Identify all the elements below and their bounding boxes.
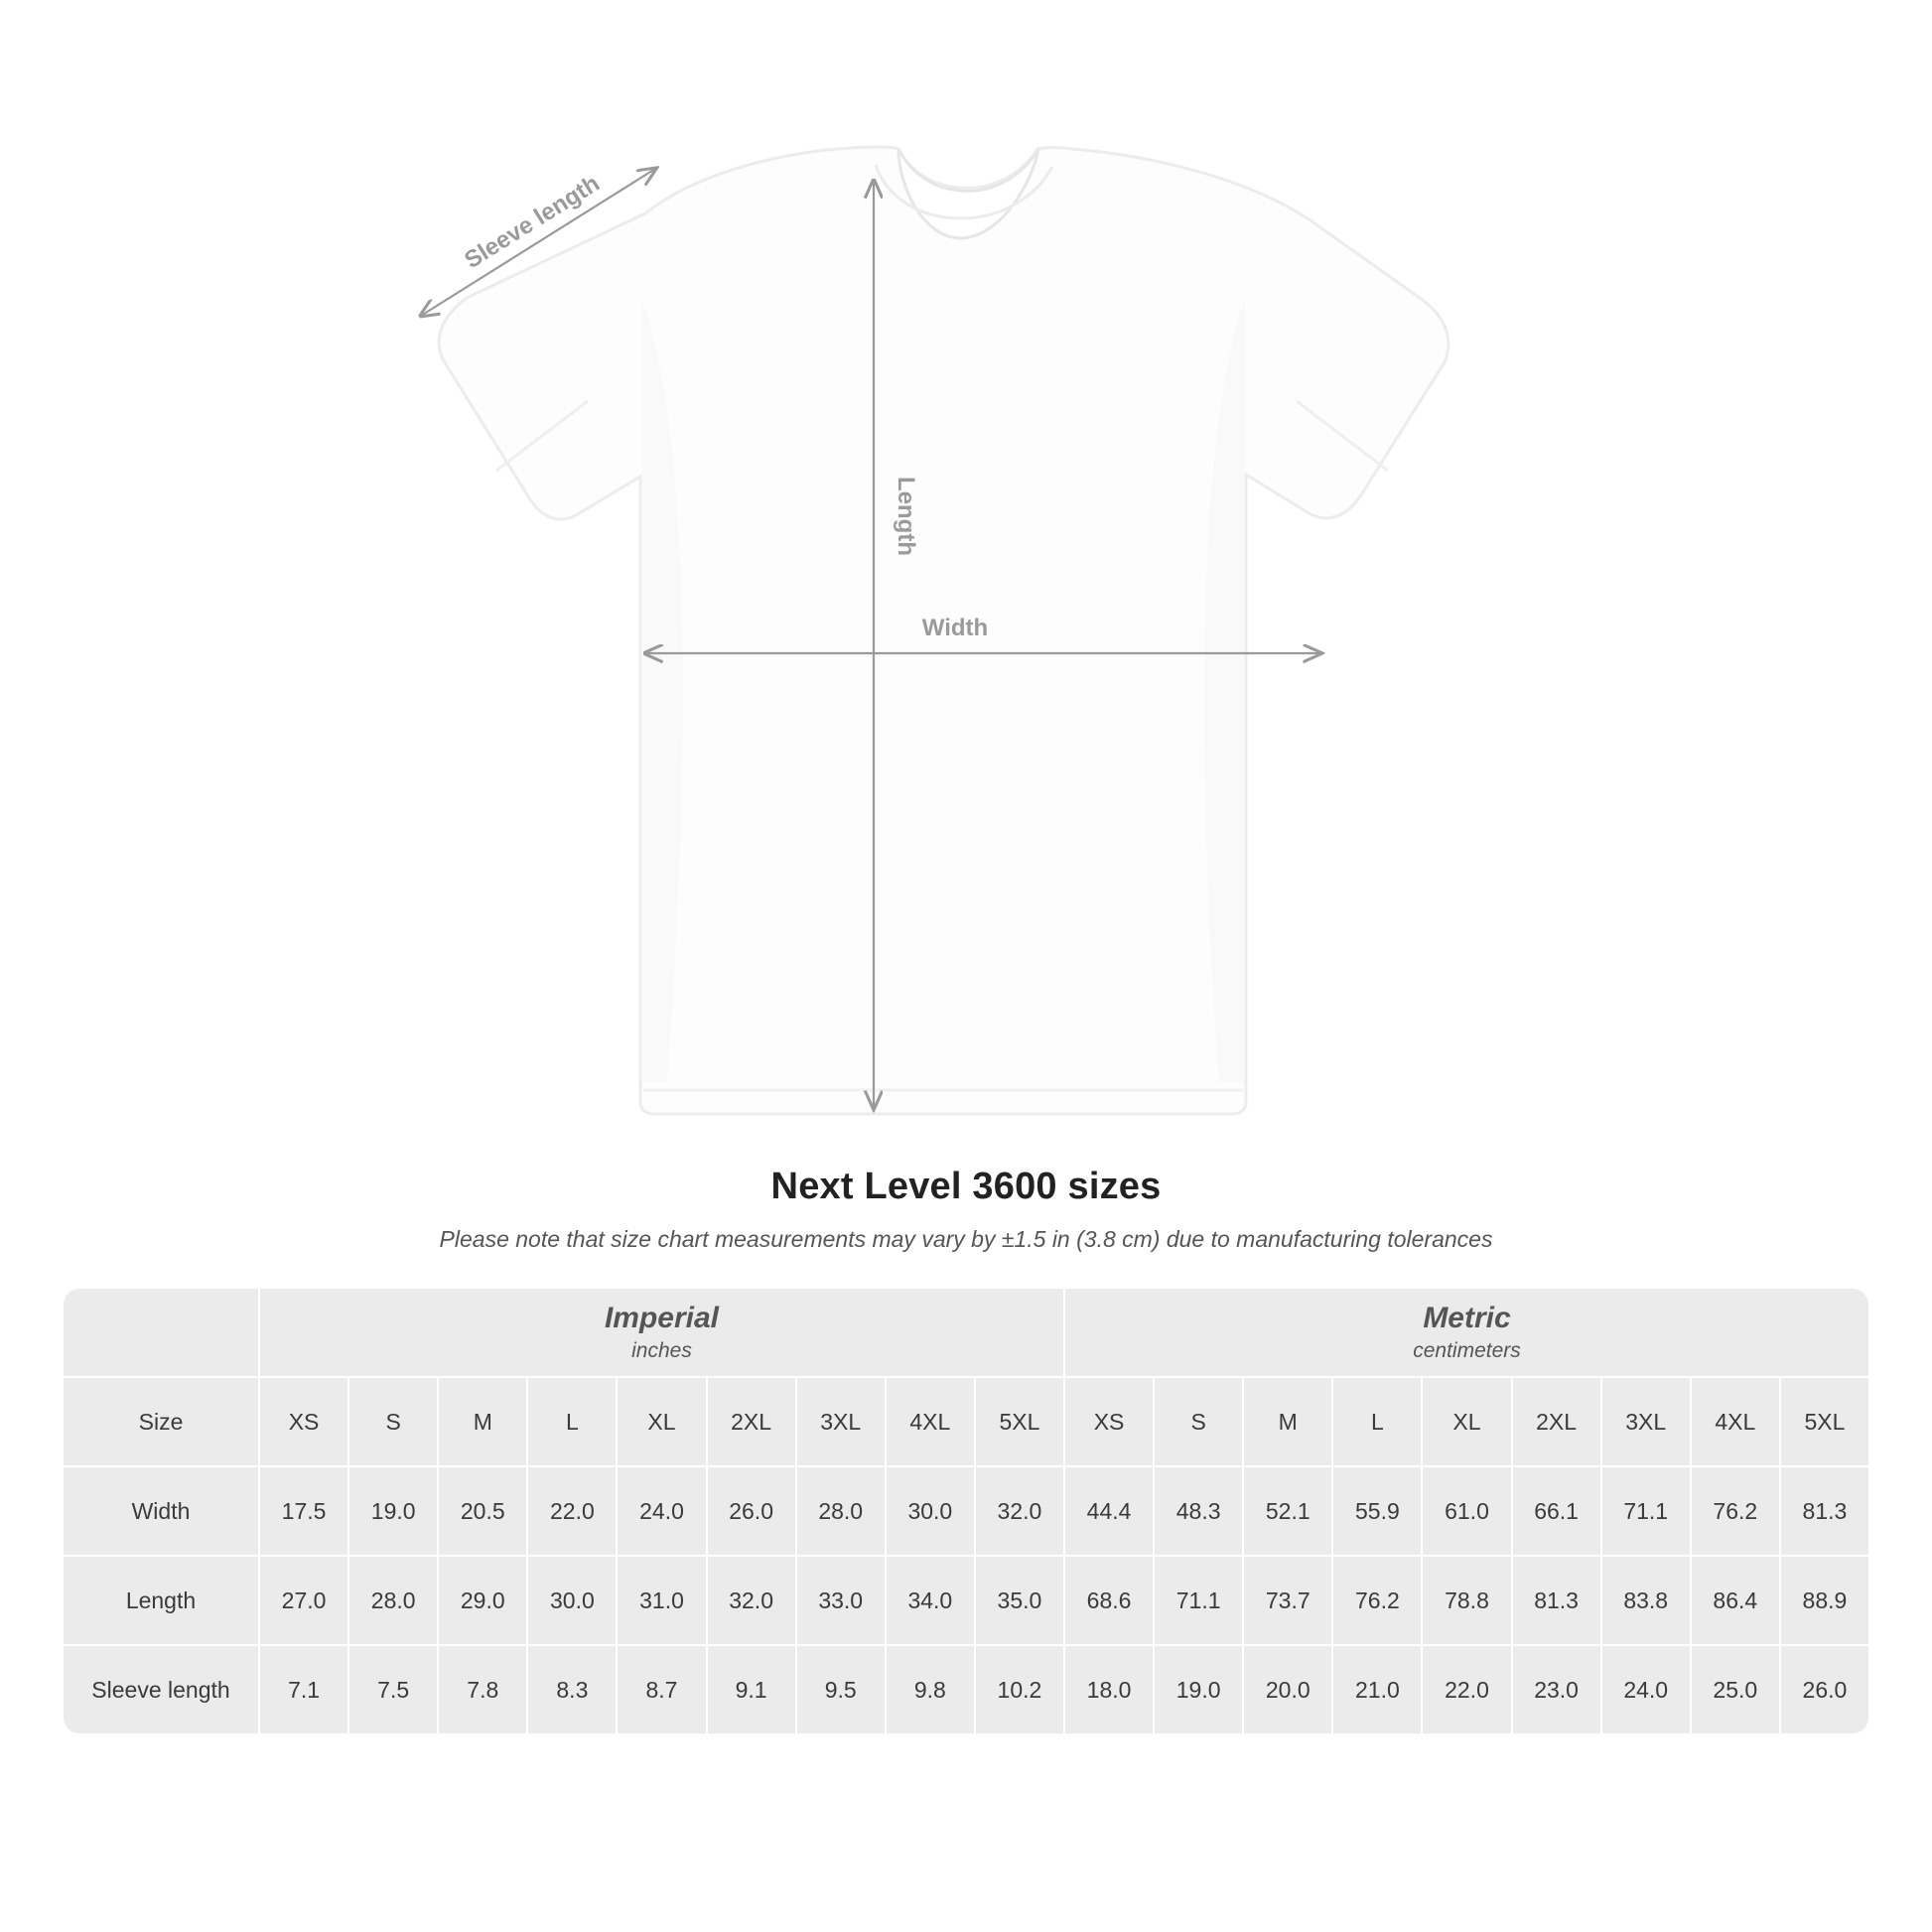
cell-width-6: 28.0 bbox=[797, 1467, 885, 1555]
unit-group-imperial bbox=[260, 1289, 1063, 1376]
cell-sleeve-3: 8.3 bbox=[528, 1646, 616, 1733]
cell-sleeve-5: 9.1 bbox=[708, 1646, 795, 1733]
cell-length-9: 68.6 bbox=[1065, 1557, 1153, 1644]
cell-length-10: 71.1 bbox=[1155, 1557, 1242, 1644]
row-label-length: Length bbox=[64, 1557, 258, 1644]
cell-width-0: 17.5 bbox=[260, 1467, 347, 1555]
cell-length-3: 30.0 bbox=[528, 1557, 616, 1644]
col-head-9: XS bbox=[1065, 1378, 1153, 1465]
col-head-14: 2XL bbox=[1513, 1378, 1600, 1465]
col-head-0: XS bbox=[260, 1378, 347, 1465]
sleeve-length-label: Sleeve length bbox=[460, 170, 605, 275]
cell-width-1: 19.0 bbox=[349, 1467, 437, 1555]
cell-width-9: 44.4 bbox=[1065, 1467, 1153, 1555]
cell-width-3: 22.0 bbox=[528, 1467, 616, 1555]
row-label-width: Width bbox=[64, 1467, 258, 1555]
cell-sleeve-16: 25.0 bbox=[1692, 1646, 1779, 1733]
cell-length-7: 34.0 bbox=[887, 1557, 974, 1644]
cell-width-15: 71.1 bbox=[1602, 1467, 1690, 1555]
col-head-12: L bbox=[1333, 1378, 1421, 1465]
tolerance-note: Please note that size chart measurements may vary by ±1.5 in (3.8 cm) due to manufacturing tolerances bbox=[439, 1226, 1493, 1252]
unit-group-metric bbox=[1065, 1289, 1868, 1376]
unit-group-imperial-sub: inches bbox=[631, 1339, 692, 1363]
col-head-2: M bbox=[439, 1378, 526, 1465]
cell-width-4: 24.0 bbox=[618, 1467, 705, 1555]
cell-width-8: 32.0 bbox=[976, 1467, 1063, 1555]
cell-sleeve-11: 20.0 bbox=[1244, 1646, 1331, 1733]
row-label-sleeve-length: Sleeve length bbox=[64, 1646, 258, 1733]
col-head-4: XL bbox=[618, 1378, 705, 1465]
cell-sleeve-10: 19.0 bbox=[1155, 1646, 1242, 1733]
cell-width-16: 76.2 bbox=[1692, 1467, 1779, 1555]
cell-length-1: 28.0 bbox=[349, 1557, 437, 1644]
unit-corner-cell bbox=[64, 1289, 258, 1376]
size-chart-table bbox=[62, 1287, 1870, 1735]
col-head-3: L bbox=[528, 1378, 616, 1465]
col-head-13: XL bbox=[1423, 1378, 1510, 1465]
cell-sleeve-14: 23.0 bbox=[1513, 1646, 1600, 1733]
cell-width-13: 61.0 bbox=[1423, 1467, 1510, 1555]
cell-sleeve-0: 7.1 bbox=[260, 1646, 347, 1733]
cell-length-2: 29.0 bbox=[439, 1557, 526, 1644]
cell-length-13: 78.8 bbox=[1423, 1557, 1510, 1644]
width-label: Width bbox=[921, 615, 989, 641]
unit-group-metric-sub: centimeters bbox=[1413, 1339, 1521, 1363]
cell-width-12: 55.9 bbox=[1333, 1467, 1421, 1555]
cell-length-6: 33.0 bbox=[797, 1557, 885, 1644]
cell-width-10: 48.3 bbox=[1155, 1467, 1242, 1555]
cell-length-12: 76.2 bbox=[1333, 1557, 1421, 1644]
cell-sleeve-15: 24.0 bbox=[1602, 1646, 1690, 1733]
cell-width-14: 66.1 bbox=[1513, 1467, 1600, 1555]
table-row bbox=[64, 1557, 1868, 1644]
title-block bbox=[0, 1166, 1932, 1253]
cell-length-17: 88.9 bbox=[1781, 1557, 1868, 1644]
page-title: Next Level 3600 sizes bbox=[770, 1166, 1162, 1207]
cell-sleeve-6: 9.5 bbox=[797, 1646, 885, 1733]
cell-width-7: 30.0 bbox=[887, 1467, 974, 1555]
col-head-1: S bbox=[349, 1378, 437, 1465]
cell-length-15: 83.8 bbox=[1602, 1557, 1690, 1644]
cell-sleeve-1: 7.5 bbox=[349, 1646, 437, 1733]
size-header-row bbox=[64, 1378, 1868, 1465]
cell-length-14: 81.3 bbox=[1513, 1557, 1600, 1644]
cell-width-5: 26.0 bbox=[708, 1467, 795, 1555]
unit-group-row bbox=[64, 1289, 1868, 1376]
cell-sleeve-8: 10.2 bbox=[976, 1646, 1063, 1733]
cell-sleeve-13: 22.0 bbox=[1423, 1646, 1510, 1733]
cell-sleeve-9: 18.0 bbox=[1065, 1646, 1153, 1733]
length-label: Length bbox=[893, 477, 919, 556]
col-head-8: 5XL bbox=[976, 1378, 1063, 1465]
cell-length-5: 32.0 bbox=[708, 1557, 795, 1644]
cell-width-17: 81.3 bbox=[1781, 1467, 1868, 1555]
cell-sleeve-4: 8.7 bbox=[618, 1646, 705, 1733]
col-head-11: M bbox=[1244, 1378, 1331, 1465]
col-head-7: 4XL bbox=[887, 1378, 974, 1465]
row-header-size: Size bbox=[64, 1378, 258, 1465]
table-row bbox=[64, 1646, 1868, 1733]
col-head-5: 2XL bbox=[708, 1378, 795, 1465]
unit-group-metric-name: Metric bbox=[1423, 1301, 1511, 1334]
cell-width-11: 52.1 bbox=[1244, 1467, 1331, 1555]
cell-sleeve-17: 26.0 bbox=[1781, 1646, 1868, 1733]
table-row bbox=[64, 1467, 1868, 1555]
col-head-17: 5XL bbox=[1781, 1378, 1868, 1465]
cell-length-11: 73.7 bbox=[1244, 1557, 1331, 1644]
cell-length-16: 86.4 bbox=[1692, 1557, 1779, 1644]
cell-sleeve-12: 21.0 bbox=[1333, 1646, 1421, 1733]
cell-length-4: 31.0 bbox=[618, 1557, 705, 1644]
cell-sleeve-7: 9.8 bbox=[887, 1646, 974, 1733]
unit-group-imperial-name: Imperial bbox=[604, 1301, 720, 1334]
col-head-10: S bbox=[1155, 1378, 1242, 1465]
cell-length-8: 35.0 bbox=[976, 1557, 1063, 1644]
size-table-wrapper bbox=[62, 1287, 1870, 1735]
cell-sleeve-2: 7.8 bbox=[439, 1646, 526, 1733]
col-head-6: 3XL bbox=[797, 1378, 885, 1465]
cell-width-2: 20.5 bbox=[439, 1467, 526, 1555]
col-head-15: 3XL bbox=[1602, 1378, 1690, 1465]
col-head-16: 4XL bbox=[1692, 1378, 1779, 1465]
cell-length-0: 27.0 bbox=[260, 1557, 347, 1644]
